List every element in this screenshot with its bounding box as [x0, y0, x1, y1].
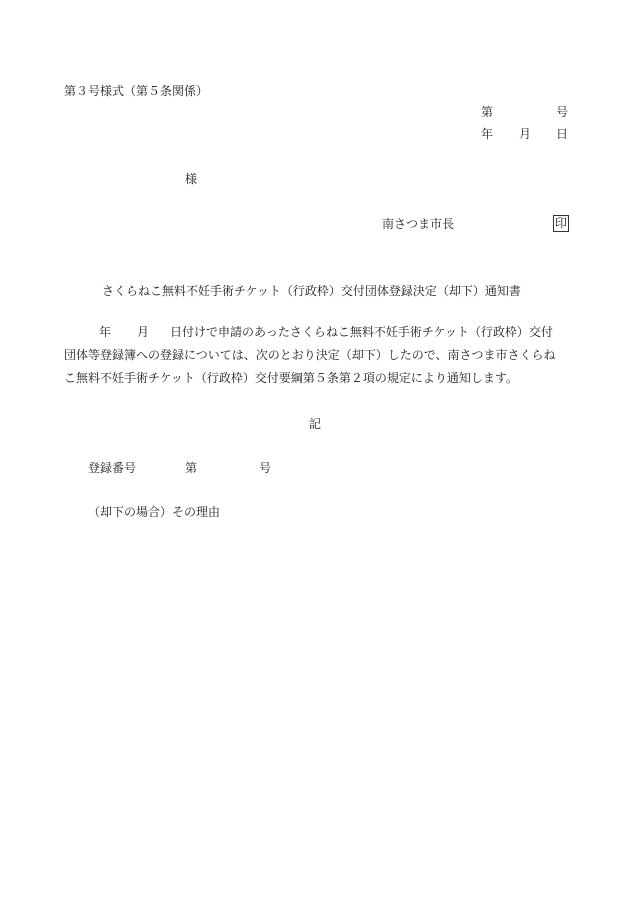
date-year: 年: [481, 127, 494, 141]
registration-label: 登録番号: [88, 461, 137, 475]
number-go: 号: [556, 105, 569, 119]
body-line-3: こ無料不妊手術チケット（行政枠）交付要綱第５条第２項の規定により通知します。: [64, 371, 518, 385]
body-month: 月: [137, 325, 150, 339]
form-label: 第３号様式（第５条関係）: [64, 84, 209, 98]
ki-heading: 記: [309, 417, 322, 431]
number-dai: 第: [481, 105, 494, 119]
date-month: 月: [519, 127, 532, 141]
body-line-2: 団体等登録簿への登録については、次のとおり決定（却下）したので、南さつま市さくらね: [64, 348, 556, 362]
addressee-suffix: 様: [185, 172, 198, 186]
reason-label: （却下の場合）その理由: [88, 505, 221, 519]
body-paragraph: [64, 321, 574, 390]
date-day: 日: [556, 127, 569, 141]
body-line-1-rest: 日付けで申請のあったさくらねこ無料不妊手術チケット（行政枠）交付: [170, 325, 553, 339]
seal-text: 印: [555, 216, 568, 230]
registration-dai: 第: [185, 461, 198, 475]
seal-mark: [553, 215, 569, 232]
body-year: 年: [99, 325, 112, 339]
body-line-1: [64, 321, 574, 344]
registration-go: 号: [259, 461, 272, 475]
issuer-name: 南さつま市長: [382, 217, 455, 231]
document-title: さくらねこ無料不妊手術チケット（行政枠）交付団体登録決定（却下）通知書: [102, 284, 521, 298]
